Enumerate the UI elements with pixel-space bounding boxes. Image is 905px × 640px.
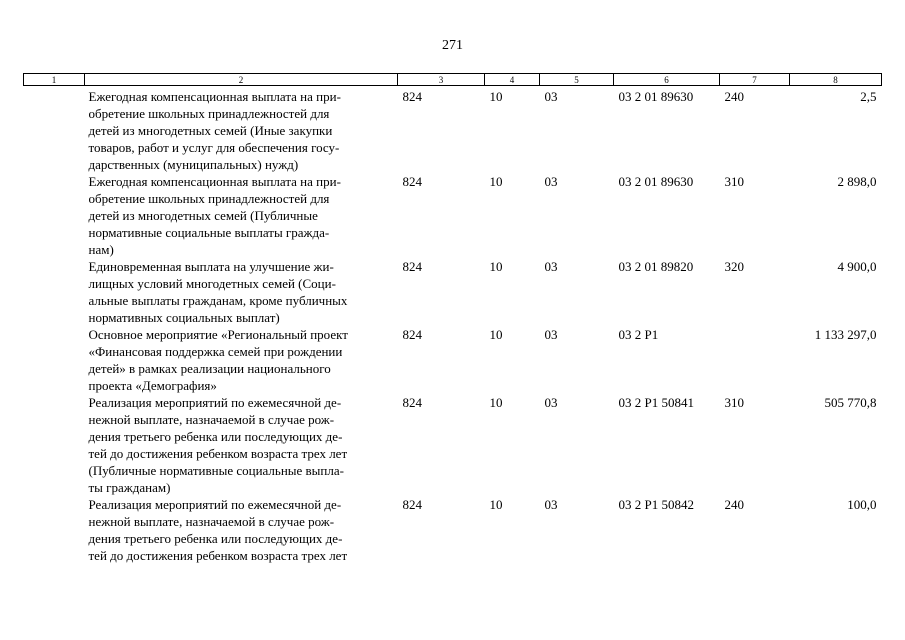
column-number-3: 3 xyxy=(398,74,485,86)
expense-name-line: детей из многодетных семей (Публичные xyxy=(88,208,318,223)
row-number-cell xyxy=(24,326,85,394)
amount-cell: 4 900,0 xyxy=(837,259,877,274)
column-number-header-row xyxy=(24,74,882,86)
ministry-code-cell: 824 xyxy=(402,89,422,104)
expense-name-line: ты гражданам) xyxy=(88,480,171,495)
table-row xyxy=(24,326,882,394)
column-number-5: 5 xyxy=(540,74,614,86)
expense-name-cell xyxy=(85,258,398,326)
amount-cell: 100,0 xyxy=(847,497,877,512)
expense-name-line: нормативные социальные выплаты гражда- xyxy=(88,225,330,240)
table-row xyxy=(24,394,882,496)
expense-name-line: дения третьего ребенка или последующих де- xyxy=(88,531,343,546)
subsection-code-cell: 03 xyxy=(544,497,558,512)
expense-type-cell: 320 xyxy=(724,259,744,274)
table-row xyxy=(24,173,882,258)
expense-name-cell xyxy=(85,326,398,394)
subsection-code-cell: 03 xyxy=(544,174,558,189)
expense-name-line: нам) xyxy=(88,242,114,257)
row-number-cell xyxy=(24,86,85,174)
ministry-code-cell: 824 xyxy=(402,497,422,512)
expense-name-line: тей до достижения ребенком возраста трех лет xyxy=(88,548,348,563)
target-article-cell: 03 2 P1 50841 xyxy=(618,395,694,410)
column-number-4: 4 xyxy=(485,74,540,86)
budget-table xyxy=(23,73,882,564)
expense-type-cell xyxy=(720,326,790,394)
amount-cell: 1 133 297,0 xyxy=(814,327,877,342)
ministry-code-cell: 824 xyxy=(402,174,422,189)
amount-cell: 505 770,8 xyxy=(824,395,877,410)
expense-type-cell: 240 xyxy=(724,89,744,104)
section-code-cell: 10 xyxy=(489,327,503,342)
expense-name-line: Реализация мероприятий по ежемесячной де- xyxy=(88,497,342,512)
row-number-cell xyxy=(24,394,85,496)
row-number-cell xyxy=(24,258,85,326)
expense-name-line: Единовременная выплата на улучшение жи- xyxy=(88,259,334,274)
page-number: 271 xyxy=(442,38,463,53)
row-number-cell xyxy=(24,173,85,258)
table-row xyxy=(24,86,882,174)
expense-name-cell xyxy=(85,394,398,496)
ministry-code-cell: 824 xyxy=(402,259,422,274)
section-code-cell: 10 xyxy=(489,259,503,274)
ministry-code-cell: 824 xyxy=(402,327,422,342)
section-code-cell: 10 xyxy=(489,395,503,410)
section-code-cell: 10 xyxy=(489,497,503,512)
row-number-cell xyxy=(24,496,85,564)
table-body xyxy=(24,86,882,565)
expense-name-line: альные выплаты гражданам, кроме публичных xyxy=(88,293,348,308)
section-code-cell: 10 xyxy=(489,89,503,104)
column-number-1: 1 xyxy=(24,74,85,86)
subsection-code-cell: 03 xyxy=(544,327,558,342)
subsection-code-cell: 03 xyxy=(544,395,558,410)
column-number-8: 8 xyxy=(790,74,882,86)
target-article-cell: 03 2 01 89630 xyxy=(618,89,694,104)
expense-name-line: Основное мероприятие «Региональный проект xyxy=(88,327,348,342)
target-article-cell: 03 2 01 89630 xyxy=(618,174,694,189)
expense-name-line: (Публичные нормативные социальные выпла- xyxy=(88,463,344,478)
table-row xyxy=(24,258,882,326)
expense-type-cell: 240 xyxy=(724,497,744,512)
ministry-code-cell: 824 xyxy=(402,395,422,410)
expense-name-line: дарственных (муниципальных) нужд) xyxy=(88,157,299,172)
expense-name-line: нормативных социальных выплат) xyxy=(88,310,280,325)
target-article-cell: 03 2 P1 xyxy=(618,327,659,342)
target-article-cell: 03 2 01 89820 xyxy=(618,259,694,274)
target-article-cell: 03 2 P1 50842 xyxy=(618,497,694,512)
expense-name-line: проекта «Демография» xyxy=(88,378,217,393)
amount-cell: 2 898,0 xyxy=(837,174,877,189)
expense-name-line: товаров, работ и услуг для обеспечения госу- xyxy=(88,140,340,155)
expense-name-line: Ежегодная компенсационная выплата на при- xyxy=(88,174,341,189)
amount-cell: 2,5 xyxy=(860,89,877,104)
expense-name-cell xyxy=(85,496,398,564)
expense-name-line: обретение школьных принадлежностей для xyxy=(88,191,330,206)
expense-name-line: детей» в рамках реализации национального xyxy=(88,361,331,376)
expense-name-cell xyxy=(85,173,398,258)
expense-name-line: нежной выплате, назначаемой в случае рож- xyxy=(88,412,335,427)
expense-name-line: нежной выплате, назначаемой в случае рож- xyxy=(88,514,335,529)
section-code-cell: 10 xyxy=(489,174,503,189)
table-row xyxy=(24,496,882,564)
expense-type-cell: 310 xyxy=(724,174,744,189)
expense-name-line: обретение школьных принадлежностей для xyxy=(88,106,330,121)
expense-name-line: дения третьего ребенка или последующих де- xyxy=(88,429,343,444)
expense-name-line: Реализация мероприятий по ежемесячной де- xyxy=(88,395,342,410)
column-number-7: 7 xyxy=(720,74,790,86)
expense-name-line: детей из многодетных семей (Иные закупки xyxy=(88,123,333,138)
column-number-2: 2 xyxy=(85,74,398,86)
subsection-code-cell: 03 xyxy=(544,89,558,104)
expense-name-line: лищных условий многодетных семей (Соци- xyxy=(88,276,336,291)
expense-name-line: тей до достижения ребенком возраста трех лет xyxy=(88,446,348,461)
expense-name-cell xyxy=(85,86,398,174)
expense-type-cell: 310 xyxy=(724,395,744,410)
subsection-code-cell: 03 xyxy=(544,259,558,274)
expense-name-line: Ежегодная компенсационная выплата на при- xyxy=(88,89,341,104)
column-number-6: 6 xyxy=(614,74,720,86)
expense-name-line: «Финансовая поддержка семей при рождении xyxy=(88,344,343,359)
